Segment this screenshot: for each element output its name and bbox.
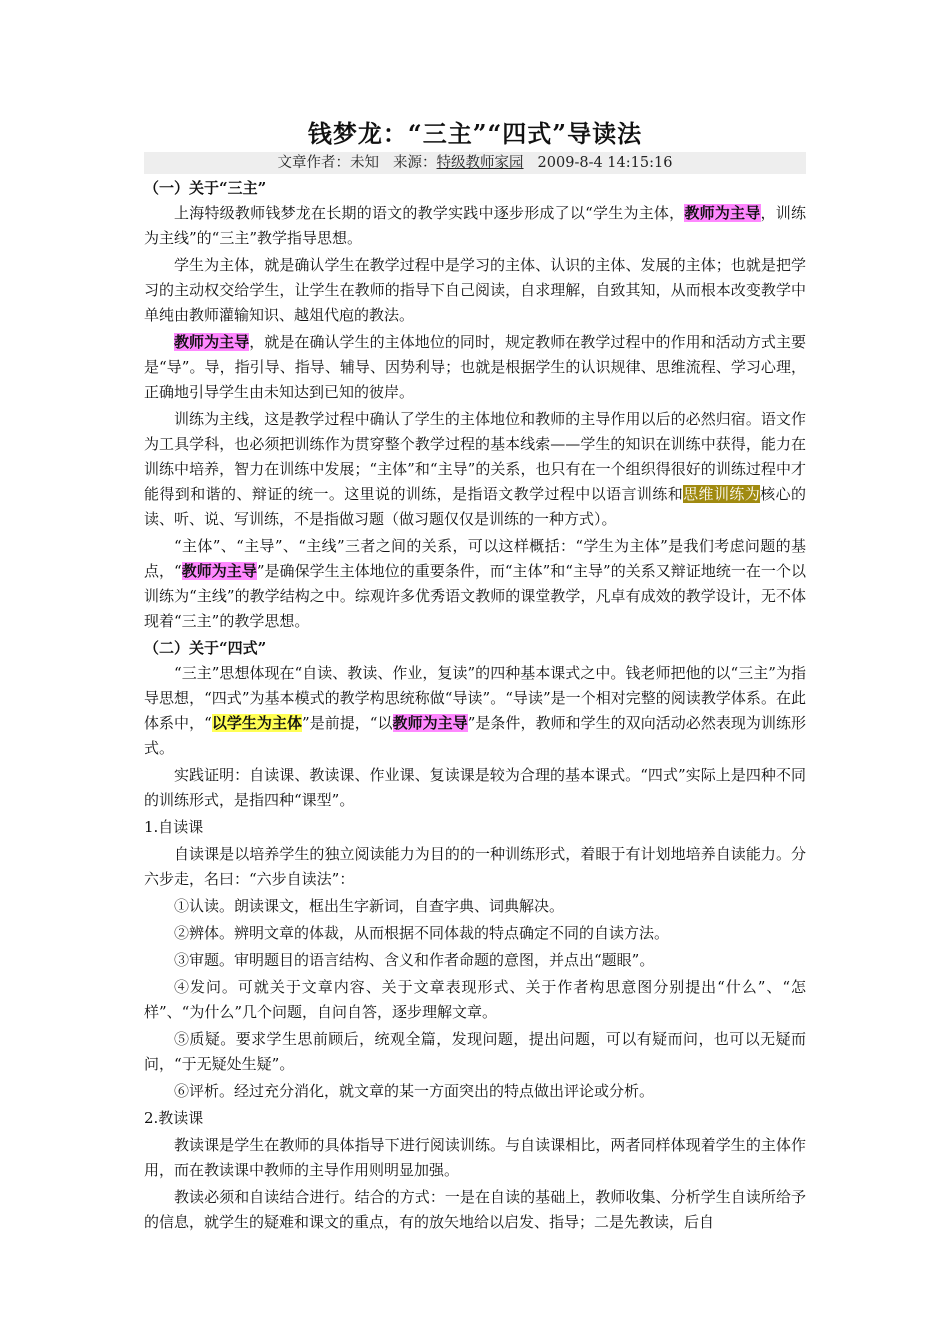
subsection-self-reading-label: 1.自读课 xyxy=(144,818,204,836)
article-title: 钱梦龙：“三主”“四式”导读法 xyxy=(307,119,643,148)
source-link[interactable]: 特级教师家园 xyxy=(436,155,524,171)
self-reading-step: ①认读。朗读课文，框出生字新词，自查字典、词典解决。 xyxy=(174,897,565,915)
section2-heading: （二）关于“四式” xyxy=(144,639,267,657)
self-reading-step: ②辨体。辨明文章的体裁，从而根据不同体裁的特点确定不同的自读方法。 xyxy=(174,924,670,942)
author-label: 文章作者：未知 xyxy=(277,155,380,171)
section1-paragraph-2: 学生为主体，就是确认学生在教学过程中是学习的主体、认识的主体、发展的主体；也就是把学习的主动权交给学生，让学生在教师的指导下自己阅读，自求理解，自致其知，从而根本改变教学中单纯由教师灌输知识、越俎代庖的教法。 xyxy=(144,256,806,324)
subsection-teach-reading-label: 2.教读课 xyxy=(144,1109,204,1127)
self-reading-intro: 自读课是以培养学生的独立阅读能力为目的的一种训练形式，着眼于有计划地培养自读能力。分六步走，名曰：“六步自读法”： xyxy=(144,845,806,888)
publish-datetime: 2009-8-4 14:15:16 xyxy=(537,155,673,171)
document-page xyxy=(144,118,806,1237)
highlight-teacher-guide: 教师为主导 xyxy=(684,204,761,222)
article-meta xyxy=(144,152,806,174)
section1-heading: （一）关于“三主” xyxy=(144,179,267,197)
section1-paragraph-1: 上海特级教师钱梦龙在长期的语文的教学实践中逐步形成了以“学生为主体，教师为主导，训练为主线”的“三主”教学指导思想。 xyxy=(144,204,806,247)
source-label: 来源： xyxy=(393,155,437,171)
self-reading-step: ③审题。审明题目的语言结构、含义和作者命题的意图，并点出“题眼”。 xyxy=(174,951,655,969)
highlight-teacher-guide: 教师为主导 xyxy=(392,714,468,732)
section2-paragraph-2: 实践证明：自读课、教读课、作业课、复读课是较为合理的基本课式。“四式”实际上是四种不同的训练形式，是指四种“课型”。 xyxy=(144,766,806,809)
highlight-student-subject: 以学生为主体 xyxy=(211,714,302,732)
self-reading-step: ⑤质疑。要求学生思前顾后，统观全篇，发现问题，提出问题，可以有疑而问，也可以无疑而问，“于无疑处生疑”。 xyxy=(144,1030,806,1073)
section1-paragraph-4: 训练为主线，这是教学过程中确认了学生的主体地位和教师的主导作用以后的必然归宿。语文作为工具学科，也必须把训练作为贯穿整个教学过程的基本线索——学生的知识在训练中获得，能力在训练中培养，智力在训练中发展；“主体”和“主导”的关系，也只有在一个组织得很好的训练过程中才能得到和谐的、辩证的统一。这里说的训练，是指语文教学过程中以语言训练和思维训练为核心的读、听、说、写训练，不是指做习题（做习题仅仅是训练的一种方式）。 xyxy=(144,410,806,528)
highlight-thinking-training: 思维训练为 xyxy=(683,485,761,503)
section2-paragraph-1: “三主”思想体现在“自读、教读、作业，复读”的四种基本课式之中。钱老师把他的以“三主”为指导思想，“四式”为基本模式的教学构思统称做“导读”。“导读”是一个相对完整的阅读教学体系。在此体系中，“以学生为主体”是前提，“以教师为主导”是条件，教师和学生的双向活动必然表现为训练形式。 xyxy=(144,664,807,757)
self-reading-step: ④发问。可就关于文章内容、关于文章表现形式、关于作者构思意图分别提出“什么”、“怎样”、“为什么”几个问题，自问自答，逐步理解文章。 xyxy=(144,978,806,1021)
highlight-teacher-guide: 教师为主导 xyxy=(174,333,250,351)
section1-paragraph-3: 教师为主导，就是在确认学生的主体地位的同时，规定教师在教学过程中的作用和活动方式主要是“导”。导，指引导、指导、辅导、因势利导；也就是根据学生的认识规律、思维流程、学习心理，正确地引导学生由未知达到已知的彼岸。 xyxy=(144,333,806,401)
section1-paragraph-5: “主体”、“主导”、“主线”三者之间的关系，可以这样概括：“学生为主体”是我们考虑问题的基点，“教师为主导”是确保学生主体地位的重要条件，而“主体”和“主导”的关系又辩证地统一在一个以训练为“主线”的教学结构之中。综观许多优秀语文教师的课堂教学，凡卓有成效的教学设计，无不体现着“三主”的教学思想。 xyxy=(144,537,806,630)
teach-reading-paragraph-2: 教读必须和自读结合进行。结合的方式：一是在自读的基础上，教师收集、分析学生自读所给予的信息，就学生的疑难和课文的重点，有的放矢地给以启发、指导；二是先教读，后自 xyxy=(144,1188,806,1231)
highlight-teacher-guide: 教师为主导 xyxy=(181,562,257,580)
self-reading-step: ⑥评析。经过充分消化，就文章的某一方面突出的特点做出评论或分析。 xyxy=(174,1082,655,1100)
teach-reading-paragraph-1: 教读课是学生在教师的具体指导下进行阅读训练。与自读课相比，两者同样体现着学生的主体作用，而在教读课中教师的主导作用则明显加强。 xyxy=(144,1136,806,1179)
